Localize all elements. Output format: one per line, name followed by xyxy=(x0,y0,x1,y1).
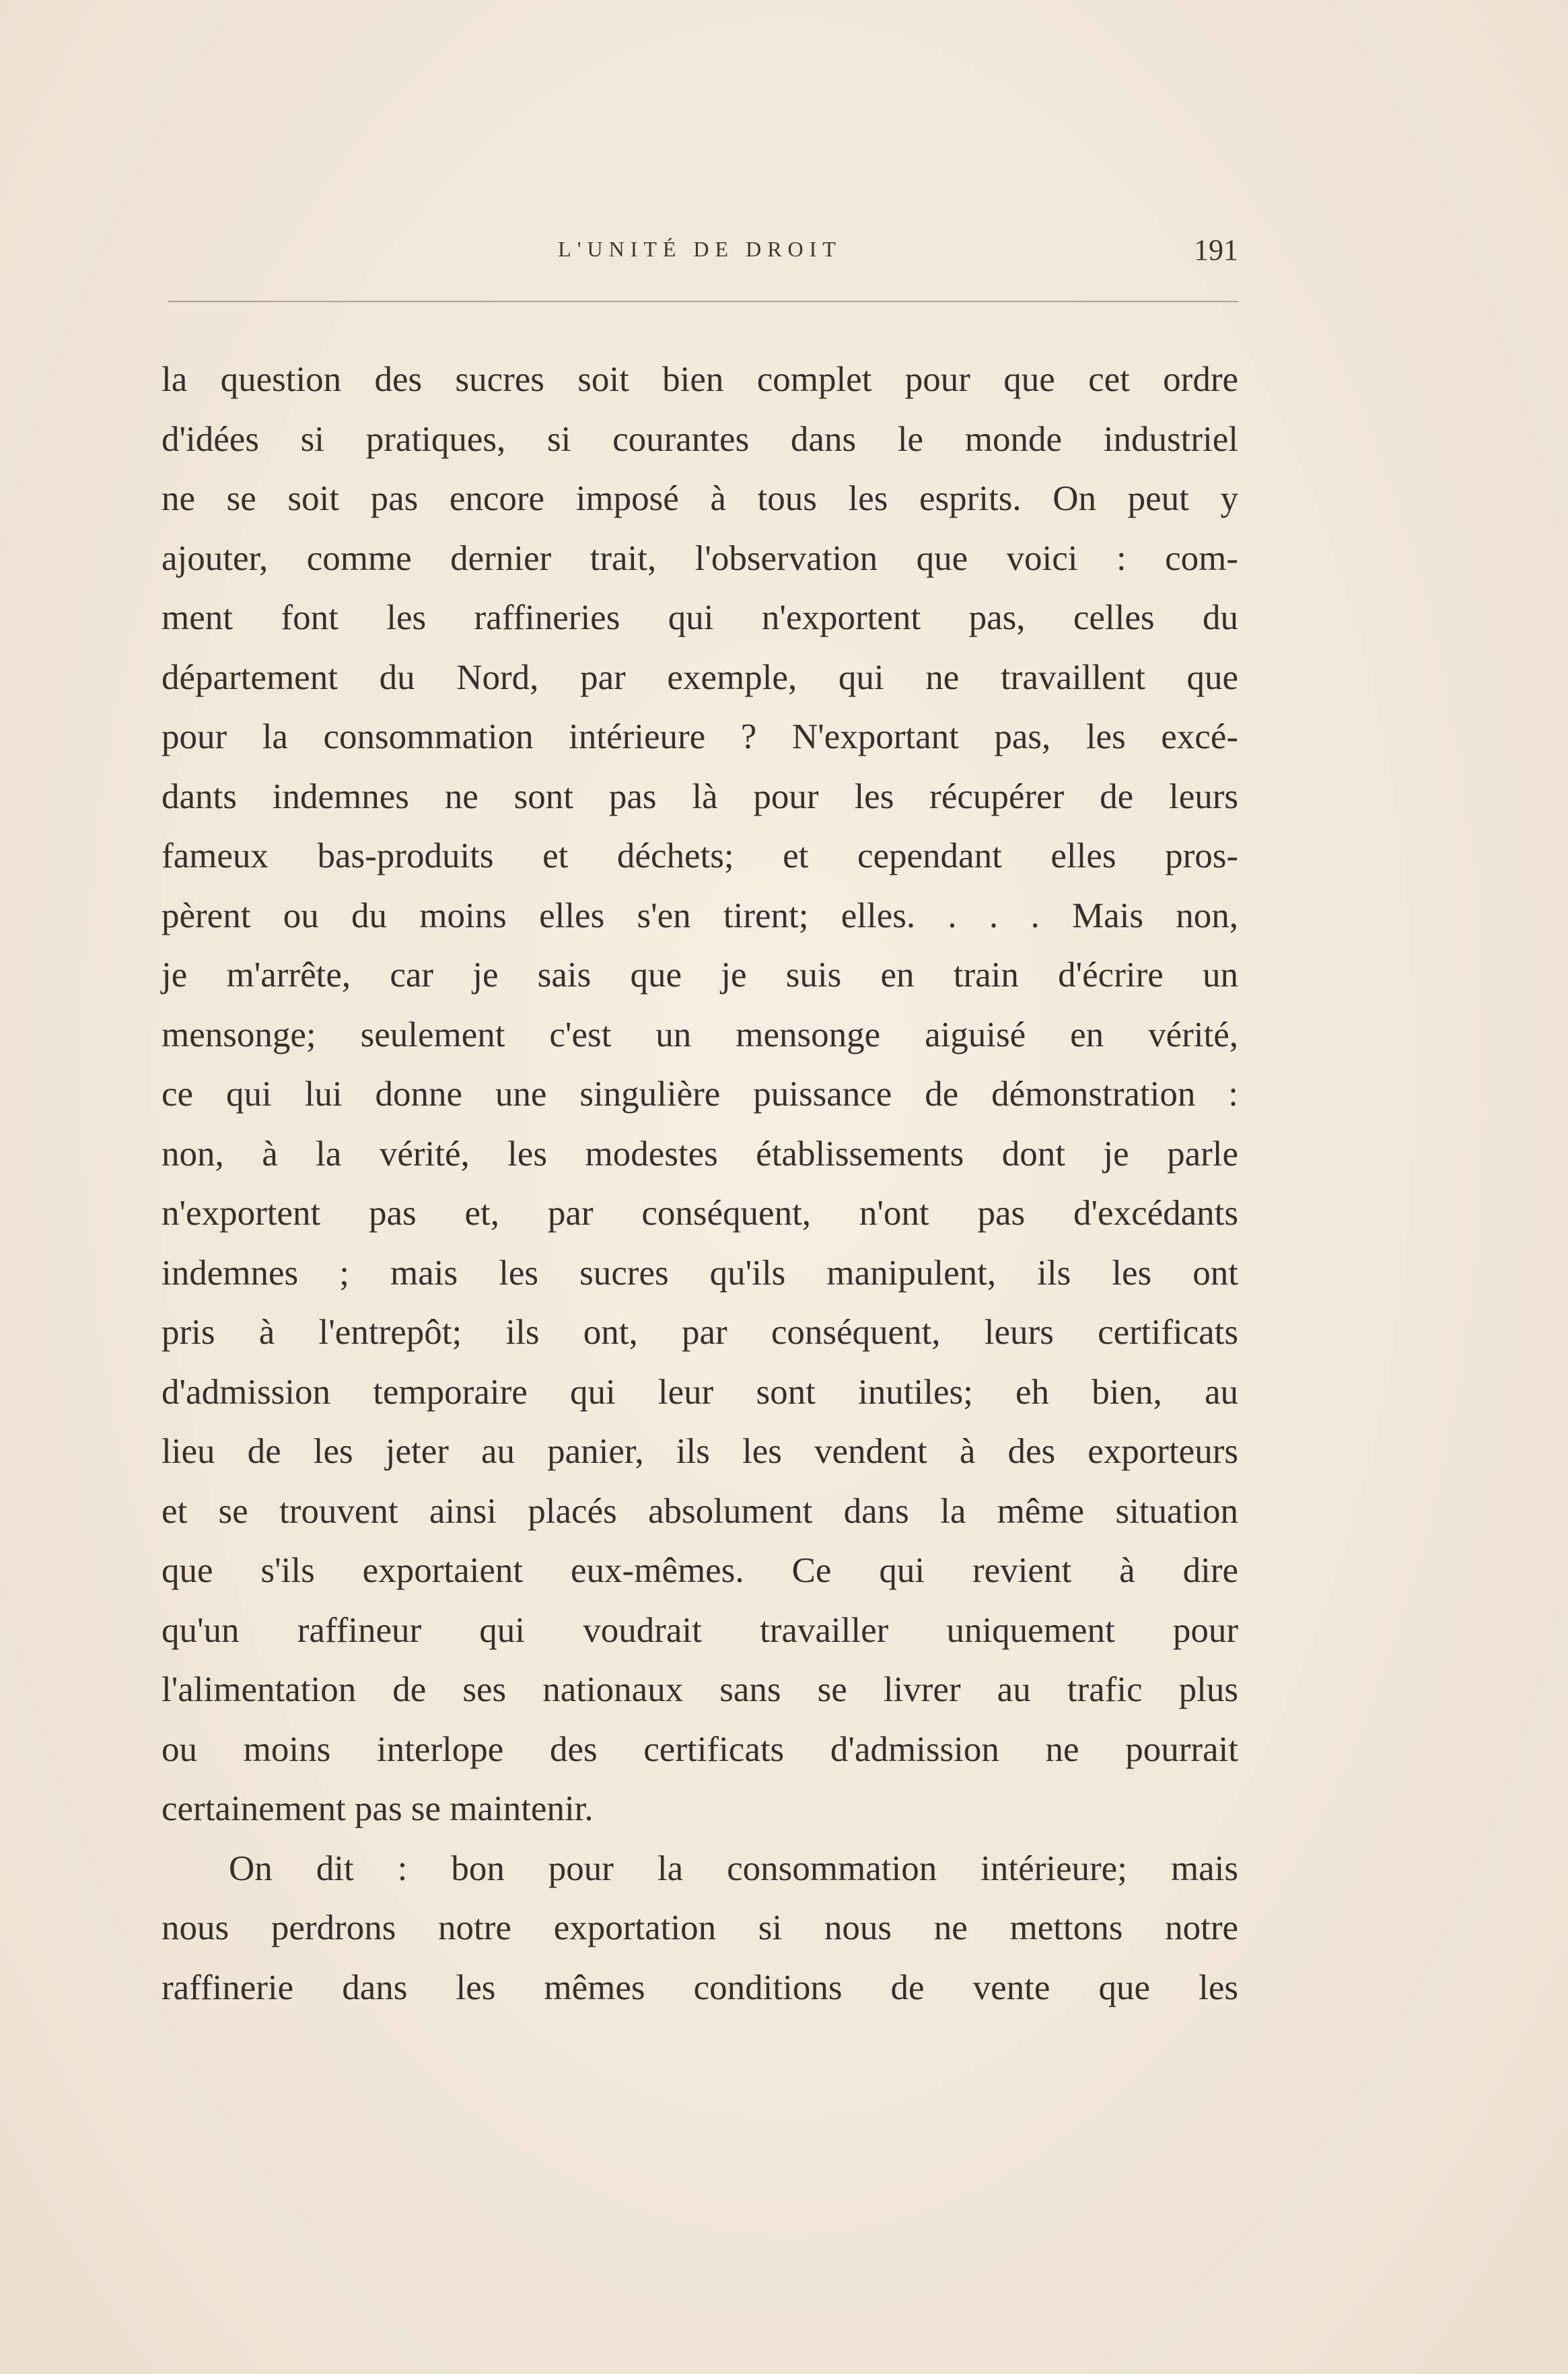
text-line: qu'un raffineur qui voudrait travailler uniquement pour xyxy=(162,1610,1238,1650)
text-line: ment font les raffineries qui n'exportent pas, celles du xyxy=(162,598,1238,637)
body-text xyxy=(162,350,1238,2017)
text-line: pour la consommation intérieure ? N'exportant pas, les excé- xyxy=(162,717,1238,756)
text-line: pris à l'entrepôt; ils ont, par conséquent, leurs certificats xyxy=(162,1313,1238,1352)
text-line: ou moins interlope des certificats d'admission ne pourrait xyxy=(162,1729,1238,1769)
text-line-paragraph-start: On dit : bon pour la consommation intérieure; mais xyxy=(229,1848,1238,1888)
text-line: que s'ils exportaient eux-mêmes. Ce qui revient à dire xyxy=(162,1551,1238,1590)
text-line: et se trouvent ainsi placés absolument dans la même situation xyxy=(162,1491,1238,1531)
text-line: non, à la vérité, les modestes établissements dont je parle xyxy=(162,1134,1238,1174)
text-line: lieu de les jeter au panier, ils les vendent à des exporteurs xyxy=(162,1432,1238,1471)
text-line: raffinerie dans les mêmes conditions de vente que les xyxy=(162,1968,1238,2007)
text-line: n'exportent pas et, par conséquent, n'ont pas d'excédants xyxy=(162,1194,1238,1233)
header-rule xyxy=(168,301,1238,302)
text-line: nous perdrons notre exportation si nous ne mettons notre xyxy=(162,1908,1238,1947)
text-line: fameux bas-produits et déchets; et cependant elles pros- xyxy=(162,836,1238,875)
text-line: ajouter, comme dernier trait, l'observation que voici : com- xyxy=(162,538,1238,578)
text-line: pèrent ou du moins elles s'en tirent; elles. . . . Mais non, xyxy=(162,896,1238,935)
text-line: département du Nord, par exemple, qui ne travaillent que xyxy=(162,657,1238,697)
text-line: d'admission temporaire qui leur sont inutiles; eh bien, au xyxy=(162,1372,1238,1412)
text-line: l'alimentation de ses nationaux sans se livrer au trafic plus xyxy=(162,1670,1238,1709)
text-line: ne se soit pas encore imposé à tous les esprits. On peut y xyxy=(162,479,1238,518)
running-head xyxy=(162,233,1238,277)
page-number: 191 xyxy=(1194,233,1238,266)
text-line: mensonge; seulement c'est un mensonge aiguisé en vérité, xyxy=(162,1015,1238,1054)
text-line: ce qui lui donne une singulière puissance de démonstration : xyxy=(162,1075,1238,1114)
text-line: d'idées si pratiques, si courantes dans le monde industriel xyxy=(162,419,1238,459)
text-line: je m'arrête, car je sais que je suis en train d'écrire un xyxy=(162,956,1238,995)
running-title: L'UNITÉ DE DROIT xyxy=(558,237,842,261)
text-line: dants indemnes ne sont pas là pour les récupérer de leurs xyxy=(162,777,1238,816)
text-line-paragraph-end: certainement pas se maintenir. xyxy=(162,1789,594,1828)
text-line: indemnes ; mais les sucres qu'ils manipulent, ils les ont xyxy=(162,1253,1238,1293)
text-line: la question des sucres soit bien complet pour que cet ordre xyxy=(162,360,1238,399)
